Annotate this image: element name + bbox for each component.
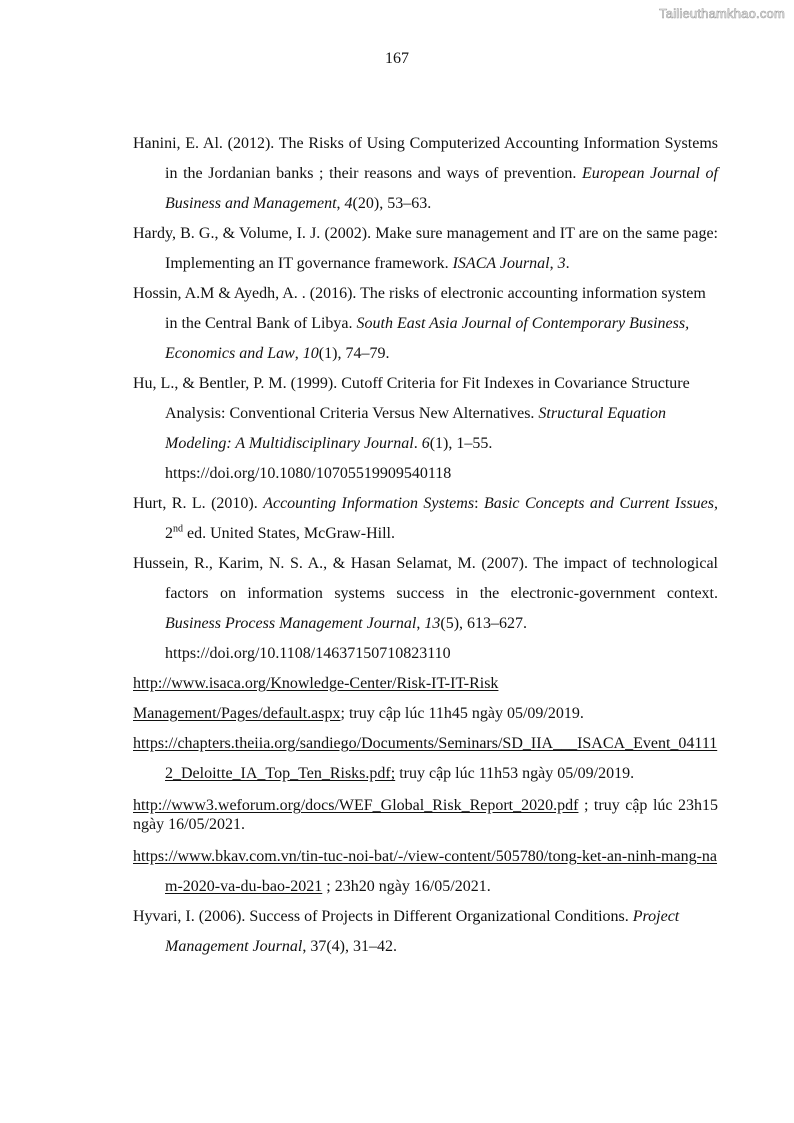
ref-text: , 2	[165, 495, 719, 542]
ref-text: Hurt, R. L. (2010).	[133, 495, 264, 512]
ref-subtitle: Basic Concepts and Current Issues	[483, 495, 715, 512]
ref-text: (1), 74–79.	[318, 345, 390, 362]
ref-text: ,	[336, 195, 345, 212]
reference-hyvari	[133, 902, 718, 962]
ref-text: Hu, L., & Bentler, P. M. (1999). Cutoff Criteria for Fit Indexes in Covariance Structure Analysis: Conventional Criteria Versus New Alternatives.	[133, 375, 690, 422]
ref-text: , 37(4), 31–42.	[302, 938, 397, 955]
isaca-link-continued[interactable]: Management/Pages/default.aspx	[133, 705, 341, 722]
ref-text: Hardy, B. G., & Volume, I. J. (2002). Make sure management and IT are on the same page: Implementing an IT governance framework.	[133, 225, 718, 272]
ref-journal: ISACA Journal	[452, 255, 550, 272]
ref-text: ,	[294, 345, 303, 362]
ref-volume: 3	[557, 255, 566, 272]
reference-hanini	[133, 129, 718, 219]
reference-theiia	[133, 729, 718, 789]
ref-text: (20), 53–63.	[352, 195, 432, 212]
ref-volume: 4	[344, 195, 353, 212]
ref-title: Accounting Information Systems	[263, 495, 475, 512]
reference-hardy	[133, 219, 718, 279]
ref-text: ,	[549, 255, 558, 272]
page-number: 167	[385, 50, 409, 67]
ref-text: ; truy cập lúc 11h45 ngày 05/09/2019.	[340, 705, 584, 722]
reference-isaca	[133, 669, 718, 729]
ref-text: (1), 1–55.	[429, 435, 493, 452]
ref-volume: 6	[421, 435, 430, 452]
ref-text: truy cập lúc 11h53 ngày 05/09/2019.	[395, 765, 635, 782]
weforum-link[interactable]: http://www3.weforum.org/docs/WEF_Global_Risk_Report_2020.pdf	[133, 797, 579, 814]
reference-bkav	[133, 842, 718, 902]
ref-text: ; truy cập lúc 23h15 ngày 16/05/2021.	[133, 797, 718, 833]
ref-doi: https://doi.org/10.1108/14637150710823110	[165, 645, 451, 662]
ref-volume: 13	[424, 615, 441, 632]
theiia-link[interactable]: https://chapters.theiia.org/sandiego/Documents/Seminars/SD_IIA___ISACA_Event_041112_Deloitte_IA_Top_Ten_Risks.pdf;	[133, 735, 718, 782]
watermark-text: Tailieuthamkhao.com	[659, 6, 785, 21]
bkav-link[interactable]: https://www.bkav.com.vn/tin-tuc-noi-bat/-/view-content/505780/tong-ket-an-ninh-mang-nam-2020-va-du-bao-2021	[133, 848, 718, 895]
ref-text: Hyvari, I. (2006). Success of Projects in Different Organizational Conditions.	[133, 908, 633, 925]
ref-journal: Structural Equation Modeling: A Multidisciplinary Journal	[165, 405, 666, 452]
reference-hussein	[133, 549, 718, 669]
reference-weforum	[133, 796, 718, 834]
ref-journal: European Journal of Business and Management	[165, 165, 718, 212]
ref-text: :	[474, 495, 484, 512]
ref-journal: Business Process Management Journal	[165, 615, 417, 632]
ref-superscript: nd	[173, 523, 183, 535]
ref-journal: South East Asia Journal of Contemporary Business, Economics and Law	[165, 315, 690, 362]
ref-text: ed. United States, McGraw-Hill.	[183, 525, 395, 542]
ref-text: (5), 613–627.	[440, 615, 528, 632]
isaca-link[interactable]: http://www.isaca.org/Knowledge-Center/Risk-IT-IT-Risk	[133, 675, 499, 692]
ref-text: .	[565, 255, 570, 272]
reference-hurt	[133, 489, 718, 549]
ref-journal: Project Management Journal	[165, 908, 680, 955]
ref-text: .	[413, 435, 422, 452]
reference-hossin	[133, 279, 718, 369]
ref-doi: https://doi.org/10.1080/10705519909540118	[165, 465, 452, 482]
ref-volume: 10	[302, 345, 319, 362]
reference-hu	[133, 369, 718, 489]
ref-text: ; 23h20 ngày 16/05/2021.	[322, 878, 491, 895]
ref-text: Hanini, E. Al. (2012). The Risks of Using Computerized Accounting Information Systems in the Jordanian banks ; their reasons and ways of prevention.	[133, 135, 718, 182]
ref-text: Hussein, R., Karim, N. S. A., & Hasan Selamat, M. (2007). The impact of technological factors on information systems success in the electronic-government context.	[133, 555, 718, 602]
ref-text: ,	[416, 615, 425, 632]
ref-text: Hossin, A.M & Ayedh, A. . (2016). The risks of electronic accounting information system in the Central Bank of Libya.	[133, 285, 706, 332]
reference-list	[133, 129, 718, 962]
